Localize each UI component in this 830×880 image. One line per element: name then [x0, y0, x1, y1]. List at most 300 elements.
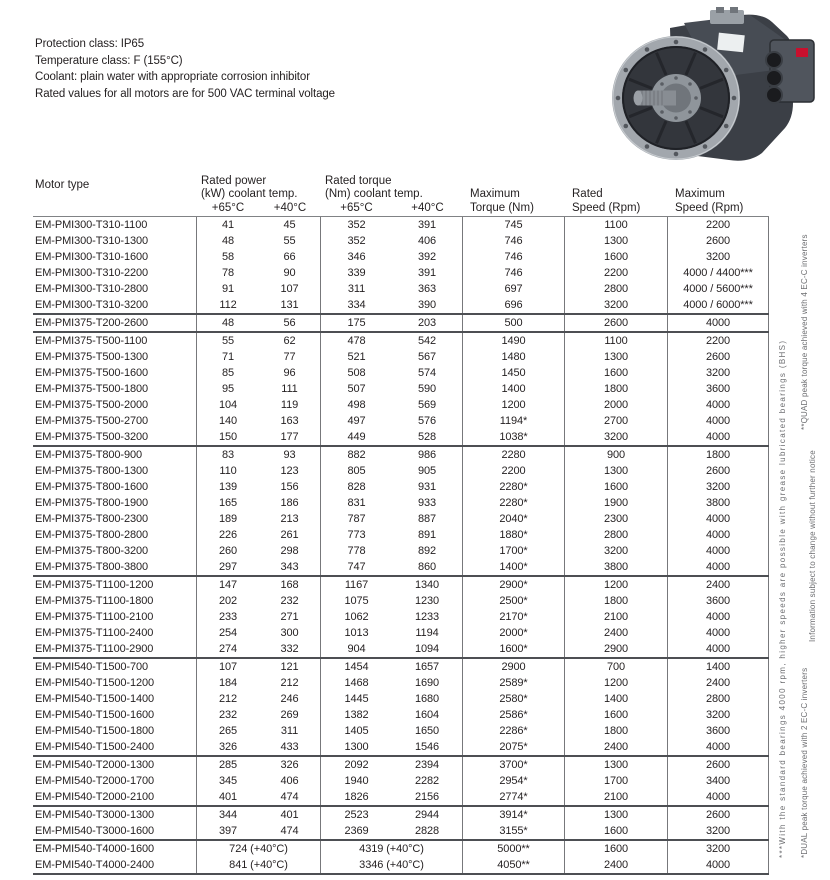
cell-value: 175 — [347, 317, 366, 329]
cell-value: 2200 — [463, 463, 565, 479]
cell-value: 392 — [392, 249, 463, 265]
cell-value: 254 — [218, 627, 238, 639]
cell-value: 1900 — [565, 495, 668, 511]
cell-value: 163 — [259, 413, 321, 429]
table-row — [33, 315, 769, 331]
cell-motor-type: EM-PMI540-T4000-1600 — [33, 841, 197, 857]
cell-value: 1100 — [565, 333, 668, 349]
cell-value: 150 — [218, 431, 238, 443]
cell-motor-type: EM-PMI375-T500-1800 — [33, 381, 197, 397]
cell-value: 1300 — [565, 233, 668, 249]
cell-value: 1600 — [565, 365, 668, 381]
table-group — [33, 315, 769, 333]
cell-value: 1062 — [344, 611, 369, 623]
table-row — [33, 495, 769, 511]
cell-value: 2200 — [668, 333, 769, 349]
table-row — [33, 857, 769, 873]
table-row — [33, 609, 769, 625]
table-group — [33, 659, 769, 757]
cell-value: 4000 — [668, 789, 769, 805]
cell-value: 1200 — [565, 675, 668, 691]
cell-value: 3400 — [668, 773, 769, 789]
cell-value: 2300 — [565, 511, 668, 527]
cell-value: 746 — [463, 233, 565, 249]
table-group — [33, 333, 769, 447]
cell-value: 746 — [463, 249, 565, 265]
cell-motor-type: EM-PMI375-T500-1100 — [33, 333, 197, 349]
cell-value: 2156 — [392, 789, 463, 805]
cell-value: 3914* — [463, 807, 565, 823]
cell-value: 2800 — [565, 527, 668, 543]
cable-gland — [766, 52, 782, 68]
cell-value: 2092 — [344, 759, 369, 771]
table-row — [33, 265, 769, 281]
cell-motor-type: EM-PMI300-T310-3200 — [33, 297, 197, 313]
cell-value: 326 — [259, 757, 321, 773]
table-row — [33, 723, 769, 739]
cell-value: 189 — [218, 513, 238, 525]
cell-value: 96 — [259, 365, 321, 381]
cell-value: 905 — [392, 463, 463, 479]
cell-motor-type: EM-PMI375-T500-2700 — [33, 413, 197, 429]
cell-value: 3800 — [668, 495, 769, 511]
table-row — [33, 333, 769, 349]
cell-value: 232 — [259, 593, 321, 609]
cell-value: 3200 — [565, 297, 668, 313]
cell-value: 4000 — [668, 315, 769, 331]
cell-value: 1657 — [392, 659, 463, 675]
cell-value: 433 — [259, 739, 321, 755]
cell-value: 139 — [218, 481, 238, 493]
cell-value: 4000 — [668, 413, 769, 429]
cell-value: 107 — [218, 661, 238, 673]
table-row — [33, 479, 769, 495]
cell-value: 2586* — [463, 707, 565, 723]
cell-value: 2394 — [392, 757, 463, 773]
cell-value: 78 — [221, 267, 235, 279]
cell-value: 1700* — [463, 543, 565, 559]
cell-value: 2100 — [565, 609, 668, 625]
cell-value: 3200 — [565, 543, 668, 559]
cell-value: 2580* — [463, 691, 565, 707]
cell-value: 2075* — [463, 739, 565, 755]
motor-spec-table — [33, 172, 769, 875]
table-group — [33, 577, 769, 659]
cell-value: 2600 — [668, 757, 769, 773]
header-motor-type: Motor type — [35, 179, 90, 191]
cell-value: 1600 — [565, 841, 668, 857]
cell-value: 3200 — [668, 479, 769, 495]
cell-value: 2600 — [668, 349, 769, 365]
cell-value: 297 — [218, 561, 238, 573]
cell-value: 3600 — [668, 723, 769, 739]
cell-motor-type: EM-PMI375-T1100-2400 — [33, 625, 197, 641]
cell-motor-type: EM-PMI375-T800-900 — [33, 447, 197, 463]
cell-value: 1700 — [565, 773, 668, 789]
protection-class-line: Protection class: IP65 — [35, 38, 145, 50]
cell-value: 567 — [392, 349, 463, 365]
cell-motor-type: EM-PMI540-T2000-1700 — [33, 773, 197, 789]
cell-motor-type: EM-PMI375-T800-3200 — [33, 543, 197, 559]
cell-value: 2286* — [463, 723, 565, 739]
cell-value: 4000 — [668, 397, 769, 413]
table-row — [33, 511, 769, 527]
cell-value: 203 — [392, 315, 463, 331]
cell-value: 4050** — [463, 857, 565, 873]
cell-motor-type: EM-PMI540-T1500-700 — [33, 659, 197, 675]
cell-value: 500 — [463, 315, 565, 331]
cell-value: 2954* — [463, 773, 565, 789]
cell-value: 41 — [221, 219, 235, 231]
shaft — [638, 91, 676, 106]
cell-value: 4000 — [668, 527, 769, 543]
cell-value: 111 — [259, 381, 321, 397]
cell-value: 986 — [392, 447, 463, 463]
cell-value: 778 — [347, 545, 366, 557]
cell-value: 177 — [259, 429, 321, 445]
cell-value: 892 — [392, 543, 463, 559]
cell-value: 1400 — [668, 659, 769, 675]
cell-value: 1300 — [565, 463, 668, 479]
cell-motor-type: EM-PMI375-T1100-1200 — [33, 577, 197, 593]
cable-gland — [766, 70, 782, 86]
cell-value: 882 — [347, 449, 366, 461]
table-header — [33, 172, 769, 217]
table-row — [33, 659, 769, 675]
cell-value: 831 — [347, 497, 366, 509]
cell-value: 326 — [218, 741, 238, 753]
cell-value: 507 — [347, 383, 366, 395]
cell-value: 1400 — [463, 381, 565, 397]
cell-value: 841 (+40°C) — [197, 857, 321, 873]
cell-value: 746 — [463, 265, 565, 281]
cell-motor-type: EM-PMI300-T310-1100 — [33, 217, 197, 233]
table-row — [33, 773, 769, 789]
cell-motor-type: EM-PMI375-T800-2300 — [33, 511, 197, 527]
cable-gland — [766, 87, 782, 103]
cell-value: 1600 — [565, 823, 668, 839]
table-row — [33, 543, 769, 559]
cell-value: 2800 — [565, 281, 668, 297]
cell-value: 696 — [463, 297, 565, 313]
nameplate — [717, 33, 745, 53]
cell-value: 5000** — [463, 841, 565, 857]
cell-value: 542 — [392, 333, 463, 349]
cell-value: 165 — [218, 497, 238, 509]
table-row — [33, 577, 769, 593]
cell-value: 3346 (+40°C) — [321, 857, 463, 873]
cell-value: 334 — [347, 299, 366, 311]
table-row — [33, 527, 769, 543]
cell-motor-type: EM-PMI540-T1500-1200 — [33, 675, 197, 691]
cell-value: 1300 — [565, 349, 668, 365]
cell-value: 93 — [259, 447, 321, 463]
cell-value: 1400 — [565, 691, 668, 707]
cell-value: 2400 — [668, 675, 769, 691]
cell-value: 226 — [218, 529, 238, 541]
cell-value: 1480 — [463, 349, 565, 365]
cell-value: 4000 — [668, 543, 769, 559]
cell-value: 104 — [218, 399, 238, 411]
cell-value: 1200 — [463, 397, 565, 413]
cell-value: 311 — [259, 723, 321, 739]
table-group — [33, 447, 769, 577]
cell-value: 2400 — [565, 857, 668, 873]
cell-value: 900 — [565, 447, 668, 463]
cell-value: 184 — [218, 677, 238, 689]
cell-value: 2523 — [344, 809, 369, 821]
table-row — [33, 789, 769, 805]
cell-value: 332 — [259, 641, 321, 657]
cell-value: 1546 — [392, 739, 463, 755]
cell-value: 119 — [259, 397, 321, 413]
cell-value: 147 — [218, 579, 238, 591]
cell-value: 1800 — [565, 593, 668, 609]
cell-value: 1800 — [565, 723, 668, 739]
cell-value: 1194 — [392, 625, 463, 641]
cell-value: 232 — [218, 709, 238, 721]
cell-value: 2000 — [565, 397, 668, 413]
cell-motor-type: EM-PMI540-T3000-1300 — [33, 807, 197, 823]
cell-value: 508 — [347, 367, 366, 379]
header-rated-speed: Rated Speed (Rpm) — [572, 188, 641, 214]
cell-motor-type: EM-PMI540-T3000-1600 — [33, 823, 197, 839]
footnote-information-subject: Information subject to change without further notice — [808, 450, 817, 642]
cell-value: 4000 / 4400*** — [668, 265, 769, 281]
cell-value: 212 — [259, 675, 321, 691]
cell-motor-type: EM-PMI540-T1500-1400 — [33, 691, 197, 707]
table-group — [33, 807, 769, 841]
cell-value: 343 — [259, 559, 321, 575]
cell-value: 2500* — [463, 593, 565, 609]
cell-value: 4000 — [668, 739, 769, 755]
cell-value: 45 — [259, 217, 321, 233]
cell-value: 71 — [221, 351, 235, 363]
table-row — [33, 233, 769, 249]
cell-value: 1405 — [344, 725, 369, 737]
cell-value: 4000 — [668, 857, 769, 873]
cell-value: 271 — [259, 609, 321, 625]
cell-motor-type: EM-PMI375-T500-1600 — [33, 365, 197, 381]
cell-value: 55 — [259, 233, 321, 249]
cell-value: 261 — [259, 527, 321, 543]
cell-value: 298 — [259, 543, 321, 559]
cell-value: 2700 — [565, 413, 668, 429]
cell-value: 212 — [218, 693, 238, 705]
cell-value: 1167 — [344, 579, 369, 591]
header-max-torque: Maximum Torque (Nm) — [470, 188, 534, 214]
cell-value: 233 — [218, 611, 238, 623]
cell-value: 4000 — [668, 609, 769, 625]
table-row — [33, 707, 769, 723]
cell-value: 2600 — [668, 233, 769, 249]
cell-value: 574 — [392, 365, 463, 381]
cell-value: 805 — [347, 465, 366, 477]
cell-value: 474 — [259, 789, 321, 805]
table-row — [33, 823, 769, 839]
cell-value: 2828 — [392, 823, 463, 839]
cell-value: 933 — [392, 495, 463, 511]
motor-product-photo — [590, 6, 822, 168]
table-row — [33, 807, 769, 823]
cell-value: 58 — [221, 251, 235, 263]
cell-value: 891 — [392, 527, 463, 543]
cell-value: 406 — [259, 773, 321, 789]
cell-value: 2400 — [668, 577, 769, 593]
cell-motor-type: EM-PMI540-T2000-1300 — [33, 757, 197, 773]
table-row — [33, 559, 769, 575]
cell-value: 2900 — [565, 641, 668, 657]
cell-value: 1445 — [344, 693, 369, 705]
cell-value: 1300 — [565, 757, 668, 773]
cell-motor-type: EM-PMI375-T800-2800 — [33, 527, 197, 543]
header-power-65: +65°C — [211, 201, 245, 214]
cell-value: 131 — [259, 297, 321, 313]
coolant-line: Coolant: plain water with appropriate corrosion inhibitor — [35, 71, 310, 83]
cell-value: 66 — [259, 249, 321, 265]
info-block — [35, 36, 335, 102]
cell-motor-type: EM-PMI375-T800-1900 — [33, 495, 197, 511]
cell-value: 1690 — [392, 675, 463, 691]
cell-value: 4000 — [668, 511, 769, 527]
cell-motor-type: EM-PMI540-T1500-2400 — [33, 739, 197, 755]
cell-value: 4000 — [668, 559, 769, 575]
cell-value: 569 — [392, 397, 463, 413]
rated-values-line: Rated values for all motors are for 500 VAC terminal voltage — [35, 87, 335, 100]
cell-value: 1600 — [565, 479, 668, 495]
header-rated-power: Rated power (kW) coolant temp. +65°C +40°C — [197, 172, 321, 216]
table-body — [33, 217, 769, 875]
cell-value: 90 — [259, 265, 321, 281]
table-row — [33, 281, 769, 297]
cell-value: 474 — [259, 823, 321, 839]
table-row — [33, 641, 769, 657]
cell-value: 528 — [392, 429, 463, 445]
cell-value: 1600* — [463, 641, 565, 657]
cell-value: 85 — [221, 367, 235, 379]
cell-value: 1826 — [344, 791, 369, 803]
cell-value: 3600 — [668, 381, 769, 397]
shaft-end — [634, 91, 643, 106]
cell-value: 576 — [392, 413, 463, 429]
cell-motor-type: EM-PMI300-T310-1600 — [33, 249, 197, 265]
table-group — [33, 757, 769, 807]
cell-motor-type: EM-PMI375-T800-1600 — [33, 479, 197, 495]
footnote-standard-bearings: ***With the standard bearings 4000 rpm, higher speeds are possible with grease lubricated bearings (BHS) — [778, 339, 787, 858]
cell-value: 344 — [218, 809, 238, 821]
cell-value: 311 — [347, 283, 366, 295]
cell-value: 274 — [218, 643, 238, 655]
cell-value: 4000 — [668, 625, 769, 641]
cell-value: 1038* — [463, 429, 565, 445]
cell-motor-type: EM-PMI375-T1100-2100 — [33, 609, 197, 625]
cell-value: 2400 — [565, 739, 668, 755]
cell-value: 497 — [347, 415, 366, 427]
cell-value: 1194* — [463, 413, 565, 429]
cell-value: 48 — [221, 235, 235, 247]
cell-value: 887 — [392, 511, 463, 527]
cell-motor-type: EM-PMI540-T2000-2100 — [33, 789, 197, 805]
cell-value: 2000* — [463, 625, 565, 641]
header-rated-torque: Rated torque (Nm) coolant temp. +65°C +40°C — [321, 172, 463, 216]
cell-motor-type: EM-PMI300-T310-1300 — [33, 233, 197, 249]
cell-value: 1094 — [392, 641, 463, 657]
cell-value: 186 — [259, 495, 321, 511]
cell-value: 363 — [392, 281, 463, 297]
cell-value: 1300 — [565, 807, 668, 823]
table-row — [33, 757, 769, 773]
cell-motor-type: EM-PMI540-T1500-1600 — [33, 707, 197, 723]
cell-value: 401 — [218, 791, 238, 803]
table-group — [33, 841, 769, 875]
cell-value: 121 — [259, 659, 321, 675]
cell-value: 4000 / 6000*** — [668, 297, 769, 313]
cell-value: 391 — [392, 265, 463, 281]
cell-value: 2900 — [463, 659, 565, 675]
cell-value: 401 — [259, 807, 321, 823]
cell-value: 1600 — [565, 707, 668, 723]
cell-value: 1200 — [565, 577, 668, 593]
header-max-speed: Maximum Speed (Rpm) — [675, 188, 744, 214]
cell-motor-type: EM-PMI375-T800-3800 — [33, 559, 197, 575]
cell-motor-type: EM-PMI375-T1100-2900 — [33, 641, 197, 657]
footnote-quad-peak-torque: **QUAD peak torque achieved with 4 EC-C inverters — [800, 234, 809, 430]
cell-value: 1800 — [565, 381, 668, 397]
cell-value: 1230 — [392, 593, 463, 609]
cell-value: 2600 — [668, 463, 769, 479]
cell-value: 747 — [347, 561, 366, 573]
cell-value: 697 — [463, 281, 565, 297]
table-row — [33, 675, 769, 691]
cell-value: 1800 — [668, 447, 769, 463]
cell-value: 1468 — [344, 677, 369, 689]
cell-value: 3200 — [668, 823, 769, 839]
cell-value: 1450 — [463, 365, 565, 381]
cell-value: 123 — [259, 463, 321, 479]
cell-value: 95 — [221, 383, 235, 395]
cell-value: 352 — [347, 235, 366, 247]
table-row — [33, 429, 769, 445]
cell-value: 55 — [221, 335, 235, 347]
cell-value: 1300 — [344, 741, 369, 753]
cell-value: 2774* — [463, 789, 565, 805]
cell-value: 91 — [221, 283, 235, 295]
table-row — [33, 413, 769, 429]
table-row — [33, 841, 769, 857]
cell-motor-type: EM-PMI375-T200-2600 — [33, 315, 197, 331]
table-row — [33, 691, 769, 707]
cell-value: 828 — [347, 481, 366, 493]
header-torque-40: +40°C — [411, 201, 444, 214]
cell-value: 1880* — [463, 527, 565, 543]
header-power-40: +40°C — [273, 201, 307, 214]
cell-value: 3200 — [668, 707, 769, 723]
cell-value: 2900* — [463, 577, 565, 593]
cell-value: 478 — [347, 335, 366, 347]
cell-value: 1100 — [565, 217, 668, 233]
table-row — [33, 397, 769, 413]
cell-value: 352 — [347, 219, 366, 231]
cell-value: 1490 — [463, 333, 565, 349]
cell-value: 300 — [259, 625, 321, 641]
cell-value: 590 — [392, 381, 463, 397]
cell-value: 1340 — [392, 577, 463, 593]
cell-value: 2800 — [668, 691, 769, 707]
cell-value: 345 — [218, 775, 238, 787]
table-row — [33, 381, 769, 397]
cell-motor-type: EM-PMI300-T310-2800 — [33, 281, 197, 297]
cell-value: 2200 — [565, 265, 668, 281]
